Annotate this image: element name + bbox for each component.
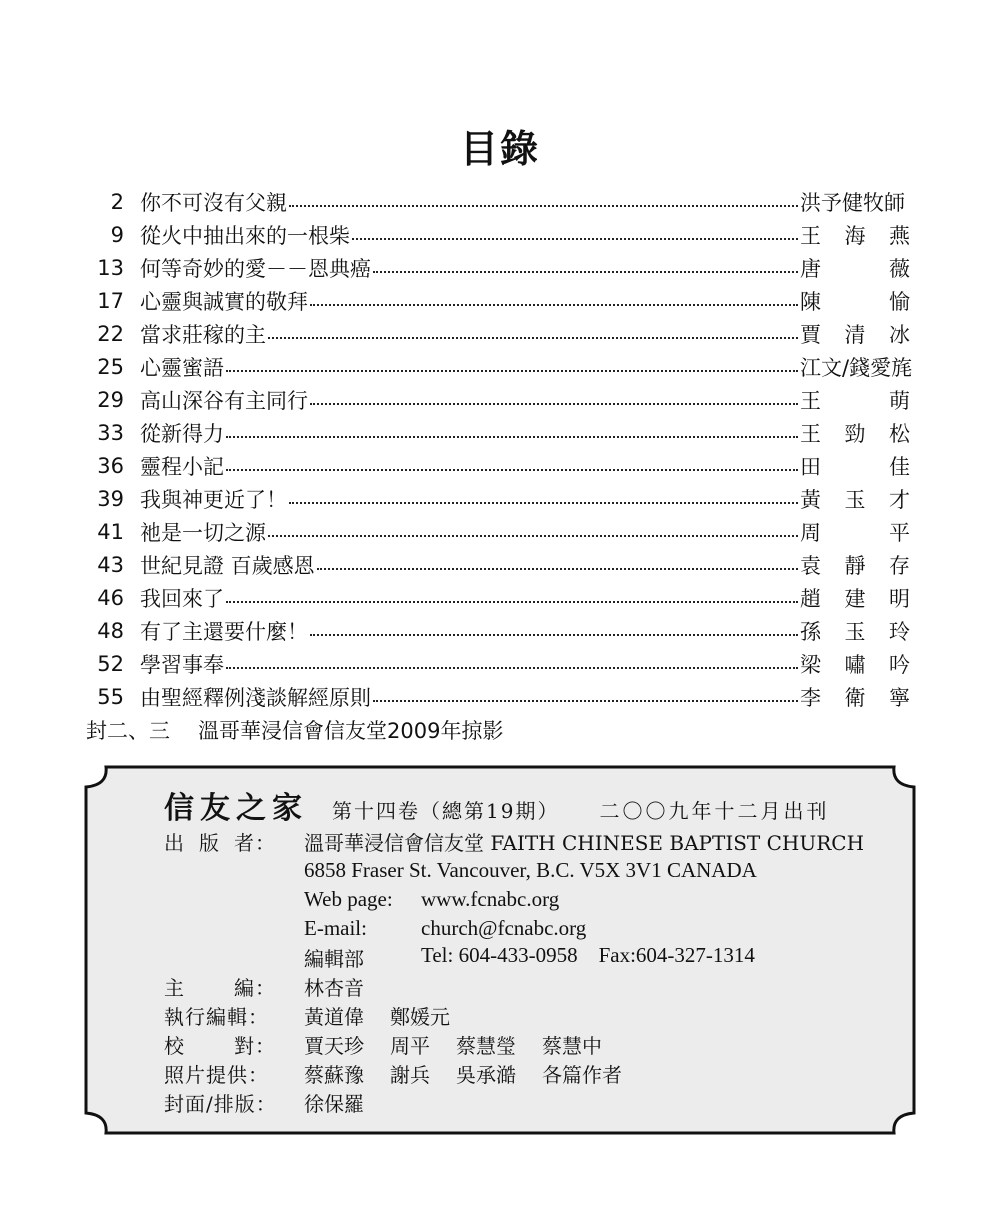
toc-title: 祂是一切之源: [140, 520, 266, 545]
toc-page-number: 41: [97, 519, 124, 544]
toc-author: 黃 玉 才: [800, 487, 910, 512]
toc-author: 孫 玉 玲: [800, 619, 910, 644]
toc-page-number: 13: [97, 255, 124, 280]
toc-entry: [80, 284, 910, 317]
dot-leader: [352, 226, 798, 240]
toc-title: 我與神更近了！: [140, 487, 287, 512]
toc-author: 洪予健牧師: [800, 190, 905, 215]
toc-title: 心靈蜜語: [140, 355, 224, 380]
toc-page-number: 39: [97, 486, 124, 511]
proofreaders: 賈天珍 周平 蔡慧瑩 蔡慧中: [304, 1034, 602, 1058]
toc-title: 何等奇妙的愛－－恩典癌: [140, 256, 371, 281]
dot-leader: [289, 193, 798, 207]
toc-entry: [80, 548, 910, 581]
colophon-box: [84, 765, 916, 1135]
toc-cover-note: [86, 713, 910, 746]
toc-entry: [80, 185, 910, 218]
toc-page-number: 55: [97, 684, 124, 709]
toc-entry: [80, 614, 910, 647]
toc-page-number: 46: [97, 585, 124, 610]
tel-fax: Tel: 604-433-0958 Fax:604-327-1314: [421, 943, 755, 967]
toc-title: 從火中抽出來的一根柴: [140, 223, 350, 248]
proofread-label: 校 對：: [164, 1034, 276, 1058]
toc-author: 周 平: [800, 520, 910, 545]
web-label: Web page:: [304, 887, 393, 911]
toc-page-number: 43: [97, 552, 124, 577]
dot-leader: [226, 424, 798, 438]
toc-author: 賈 清 冰: [800, 322, 910, 347]
toc-author: 李 衛 寧: [800, 685, 910, 710]
dot-leader: [289, 490, 798, 504]
toc-author: 袁 靜 存: [800, 553, 910, 578]
toc-page-number: 36: [97, 453, 124, 478]
volume-number: 第十四卷（總第19期）: [332, 799, 560, 823]
toc-page-number: 2: [110, 189, 124, 214]
toc-entry: [80, 581, 910, 614]
toc-entry: [80, 680, 910, 713]
toc-page-number: 22: [97, 321, 124, 346]
toc-entry: [80, 515, 910, 548]
address: 6858 Fraser St. Vancouver, B.C. V5X 3V1 CANADA: [304, 858, 757, 882]
photographers: 蔡蘇豫 謝兵 吳承澔 各篇作者: [304, 1063, 622, 1087]
toc-author: 王 萌: [800, 388, 910, 413]
toc-entry: [80, 449, 910, 482]
toc-author: 田 佳: [800, 454, 910, 479]
chief-editor: 林杏音: [304, 976, 364, 1000]
magazine-name: 信友之家: [164, 791, 308, 826]
web-url: www.fcnabc.org: [421, 887, 560, 911]
editorial-label: 編輯部: [304, 947, 364, 971]
toc-title: 心靈與誠實的敬拜: [140, 289, 308, 314]
dot-leader: [373, 259, 798, 273]
toc-title: 世紀見證 百歲感恩: [140, 553, 315, 578]
dot-leader: [268, 325, 798, 339]
toc-entry: [80, 218, 910, 251]
toc-entry: [80, 416, 910, 449]
photo-label: 照片提供：: [164, 1063, 269, 1087]
toc-entry: [80, 647, 910, 680]
toc-title: 由聖經釋例淺談解經原則: [140, 685, 371, 710]
dot-leader: [268, 523, 798, 537]
toc-entry: [80, 251, 910, 284]
toc-page-number: 48: [97, 618, 124, 643]
toc-author: 王 海 燕: [800, 223, 910, 248]
toc-author: 趙 建 明: [800, 586, 910, 611]
toc-author: 江文/錢愛旄: [800, 355, 913, 380]
dot-leader: [310, 292, 798, 306]
toc-entry: [80, 317, 910, 350]
toc-page-number: 29: [97, 387, 124, 412]
toc-page-number: 25: [97, 354, 124, 379]
issue-date: 二〇〇九年十二月出刊: [599, 799, 830, 823]
dot-leader: [317, 556, 798, 570]
dot-leader: [373, 688, 798, 702]
table-of-contents: [80, 185, 913, 746]
toc-title: 你不可沒有父親: [140, 190, 287, 215]
layout-by: 徐保羅: [304, 1092, 364, 1116]
email-label: E-mail:: [304, 916, 367, 940]
dot-leader: [226, 358, 798, 372]
layout-label: 封面/排版：: [164, 1092, 277, 1116]
email-address: church@fcnabc.org: [421, 916, 587, 940]
publisher-name: 溫哥華浸信會信友堂 FAITH CHINESE BAPTIST CHURCH: [304, 831, 865, 855]
chief-editor-label: 主 編：: [164, 976, 276, 1000]
toc-page-number: 33: [97, 420, 124, 445]
toc-title: 當求莊稼的主: [140, 322, 266, 347]
toc-page-number: 9: [110, 222, 124, 247]
toc-title: 從新得力: [140, 421, 224, 446]
dot-leader: [226, 589, 798, 603]
toc-entry: [80, 350, 913, 383]
toc-title: 靈程小記: [140, 454, 224, 479]
publisher-label: 出 版 者：: [164, 831, 276, 855]
toc-entry: [80, 482, 910, 515]
cover-photos-title: 溫哥華浸信會信友堂2009年掠影: [198, 718, 504, 743]
toc-page-number: 17: [97, 288, 124, 313]
dot-leader: [226, 457, 798, 471]
toc-entry: [80, 383, 910, 416]
toc-author: 唐 薇: [800, 256, 910, 281]
toc-author: 王 勁 松: [800, 421, 910, 446]
toc-author: 梁 嘯 吟: [800, 652, 910, 677]
toc-author: 陳 愉: [800, 289, 910, 314]
dot-leader: [310, 622, 798, 636]
toc-title: 學習事奉: [140, 652, 224, 677]
toc-title: 高山深谷有主同行: [140, 388, 308, 413]
dot-leader: [226, 655, 798, 669]
exec-editors: 黃道偉 鄭媛元: [304, 1005, 450, 1029]
toc-page-number: 52: [97, 651, 124, 676]
toc-title: 有了主還要什麼！: [140, 619, 308, 644]
toc-title: 我回來了: [140, 586, 224, 611]
exec-editor-label: 執行編輯：: [164, 1005, 269, 1029]
cover-pages-label: 封二、三: [86, 718, 170, 743]
dot-leader: [310, 391, 798, 405]
page-title: 目錄: [459, 127, 540, 171]
